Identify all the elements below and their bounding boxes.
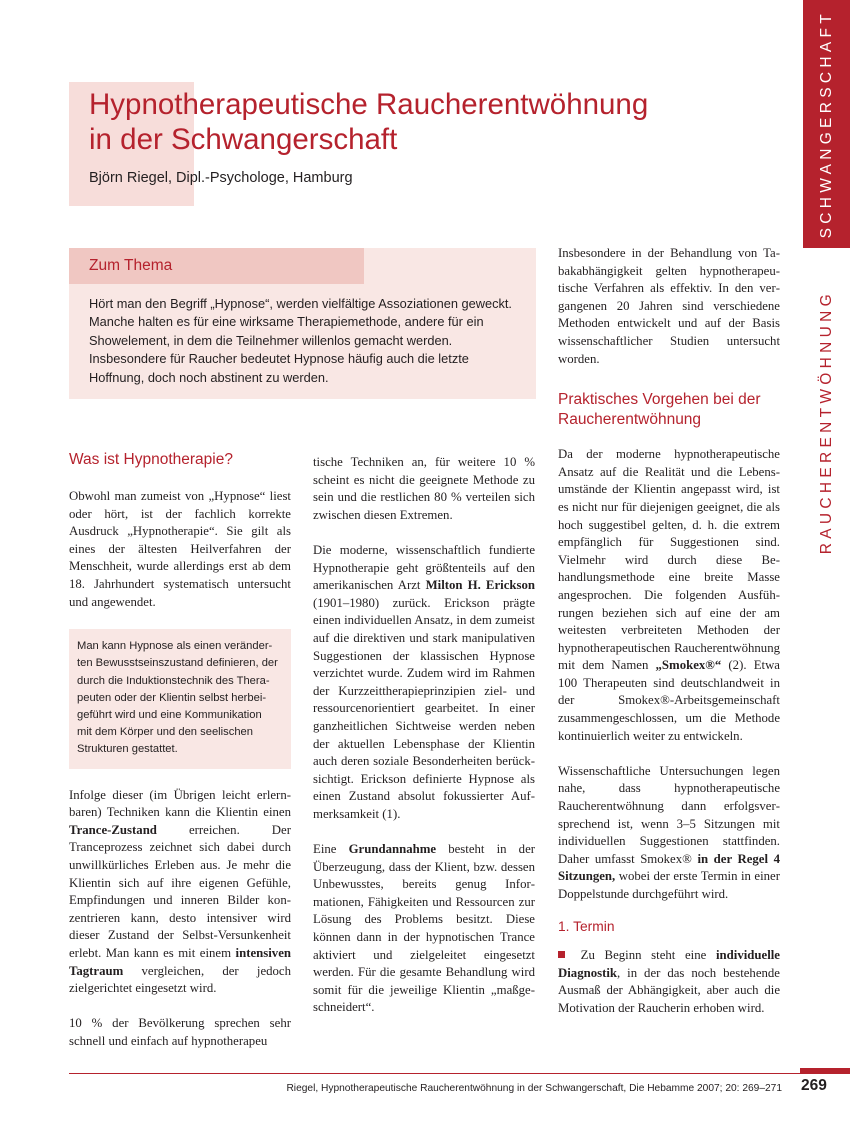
- zum-thema-heading: Zum Thema: [69, 248, 364, 284]
- text-run: (2). Etwa 100 Therapeuten sind deutschlandweit in der Smokex®-Arbeitsgemeinschaft zusammengeschlossen, um die Methode kontinuierlich weiter zu entwickeln.: [558, 658, 780, 743]
- author-line: Björn Riegel, Dipl.-Psychologe, Hamburg: [89, 170, 353, 186]
- subheading-1-termin: 1. Termin: [558, 918, 615, 934]
- heading-line: Praktisches Vorgehen bei der: [558, 391, 761, 409]
- paragraph: Obwohl man zumeist von „Hypnose“ liest oder hört, ist der fachlich korrekte Ausdruck „Hypnotherapie“. Sie gilt als eines der ältesten Heilverfahren der Menschheit, wurde allerdings erst ab dem 18. Jahrhundert systematisch untersucht und angewendet.: [69, 489, 291, 609]
- section-tab-label: SCHWANGERSCHAFT: [817, 9, 835, 239]
- bold-term: Grundannahme: [348, 842, 437, 857]
- pull-quote-line: peuten oder der Klientin selbst herbei-: [77, 691, 267, 704]
- paragraph: [558, 446, 780, 745]
- pull-quote-line: ten Bewusstseinszustand definieren, der: [77, 657, 278, 670]
- text-run: Zu Beginn steht eine: [571, 948, 716, 963]
- text-run: , in der das noch bestehende Ausmaß der Abhängigkeit, aber auch die Motivation der Raucherin erhoben wird.: [558, 965, 780, 1015]
- bold-term: „Smokex®“: [655, 658, 722, 673]
- title-line-1: Hypnotherapeutische Raucherentwöhnung: [89, 88, 649, 121]
- text-run: Eine: [313, 842, 349, 857]
- pull-quote-line: geführt wird und eine Kommunikation: [77, 708, 262, 721]
- bold-term: intensiven Tagtraum: [69, 945, 291, 978]
- zum-thema-box: [69, 248, 536, 399]
- text-run: Wissenschaftliche Untersuchungen legen nahe, dass hypnotherapeutische Raucherentwöhnung dann erfolgsversprechend ist, wenn 3–5 Sitzungen mit individuellen Suggestionen stattfinden. Daher umfasst Smokex®: [558, 763, 780, 866]
- footer-accent-tab: [800, 1068, 850, 1074]
- paragraph: [313, 841, 535, 1017]
- column-left: [69, 450, 291, 1050]
- article-title: [89, 87, 789, 157]
- column-middle: [313, 454, 535, 1017]
- footer-rule: [69, 1073, 802, 1074]
- text-run: vergleichen, der jedoch zielgerichtet eingesetzt wird.: [69, 963, 291, 996]
- pull-quote-line: Strukturen gestattet.: [77, 743, 178, 756]
- heading-line: Raucherentwöhnung: [558, 411, 702, 429]
- paragraph: [558, 763, 780, 904]
- bold-term: individuelle Diagnostik: [558, 948, 780, 980]
- bold-term: Trance-Zustand: [69, 822, 157, 837]
- paragraph: 10 % der Bevölkerung sprechen sehr schnell und einfach auf hypnotherapeu: [69, 1016, 291, 1048]
- bold-term: Milton H. Erickson: [425, 578, 535, 593]
- zum-thema-text: Hört man den Begriff „Hypnose“, werden vielfältige Assoziationen geweckt. Manche halten es für eine wirksame Therapiemethode, andere für ein Showelement, in dem die Teilnehmer willenlos gemacht werden. Insbesondere für Raucher bedeutet Hypnose häufig auch die letzte Hoffnung, doch noch abstinent zu werden.: [89, 296, 512, 385]
- text-run: wobei der erste Termin in einer Doppelstunde durchgeführt wird.: [558, 869, 780, 901]
- section-tab-schwangerschaft: [803, 0, 850, 248]
- footer-citation: Riegel, Hypnotherapeutische Raucherentwöhnung in der Schwangerschaft, Die Hebamme 2007; 20: 269–271: [286, 1083, 782, 1094]
- text-run: Infolge dieser (im Übrigen leicht erlernbaren) Techniken kann die Klientin einen: [69, 787, 291, 820]
- text-run: erreichen. Der Tranceprozess zeichnet sich dabei durch unwillkürliches Erleben aus. Je mehr die Klientin sich auf ihre eigenen Gefühle, Empfindungen und inneren Bilder konzentrieren kann, desto intensiver wird dieser Zustand der Selbst-Versunkenheit erlebt. Man kann es mit einem: [69, 822, 291, 960]
- paragraph: tische Techniken an, für weitere 10 % scheint es nicht die geeignete Methode zu sein und die restlichen 80 % verteilen sich zwischen diesen Extremen.: [313, 455, 535, 522]
- pull-quote-box: [69, 629, 291, 768]
- paragraph: [558, 947, 780, 1017]
- pull-quote-line: durch die Induktionstechnik des Thera-: [77, 674, 270, 687]
- column-right: [558, 245, 780, 1018]
- paragraph: [313, 542, 535, 824]
- section-tab-label: RAUCHERENTWÖHNUNG: [817, 289, 835, 555]
- section-heading-was-ist-hypnotherapie: Was ist Hypnotherapie?: [69, 451, 233, 468]
- pull-quote-line: Man kann Hypnose als einen veränder-: [77, 640, 273, 653]
- bold-term: in der Regel 4 Sitzungen,: [558, 851, 780, 884]
- section-heading-praktisches-vorgehen: [558, 390, 780, 430]
- text-run: (1901–1980) zurück. Erickson prägte einen individuellen Ansatz, in dem zumeist auf die direktiven und stark manipulativen Suggestionen der klassischen Hypnose verzichtet wurde. Zudem wird im Rahmen der Kurzzeittherapieprinzipien ziel- und ressourcenorientiert gearbeitet. In einer ganzheitlichen Sichtweise werden neben der aktuellen Lebensphase der Klientin auch deren soziale Besonderheiten berücksichtigt. Erickson definierte Hypnose als einen Zustand absolut fokussierter Aufmerksamkeit (1).: [313, 595, 535, 821]
- paragraph: [69, 787, 291, 998]
- text-run: besteht in der Überzeugung, dass der Klient, bzw. dessen Unbewusstes, bereits genug Informationen, Fähigkeiten und Ressourcen zur Lösung des Problems besitzt. Diese können dann in der hypnotischen Trance aktiviert und zielgeleitet eingesetzt werden. Für die gesamte Behandlung wird somit für die jeweilige Klientin „maßgeschneidert“.: [313, 842, 536, 1015]
- page-number: 269: [801, 1077, 827, 1094]
- text-run: Da der moderne hypnotherapeutische Ansatz auf die Realität und die Lebensumstände der Klientin angepasst wird, ist es nicht nur für diejenigen geeignet, die als hoch suggestibel gelten, d. h. die extrem empfänglich für Suggestionen sind. Vielmehr wird durch diese Behandlungsmethode eine breite Masse angesprochen. Die folgenden Ausführungen beziehen sich auf eine der am weitesten verbreiteten Methoden der hypnotherapeutischen Raucherentwöhnung mit dem Namen: [558, 447, 780, 673]
- square-bullet-icon: [558, 951, 565, 958]
- section-tab-raucherentwoehnung: [803, 262, 850, 582]
- title-line-2: in der Schwangerschaft: [89, 123, 398, 156]
- text-run: Die moderne, wissenschaftlich fundierte Hypnotherapie geht größtenteils auf den amerikanischen Arzt: [313, 542, 535, 593]
- paragraph: Insbesondere in der Behandlung von Tabakabhängigkeit gelten hypnotherapeutische Verfahren als effektiv. In den vergangenen 20 Jahren sind verschiedene Methoden entwickelt und auf der Basis wissenschaftlicher Studien untersucht worden.: [558, 246, 780, 366]
- pull-quote-line: mit dem Körper und den seelischen: [77, 726, 253, 739]
